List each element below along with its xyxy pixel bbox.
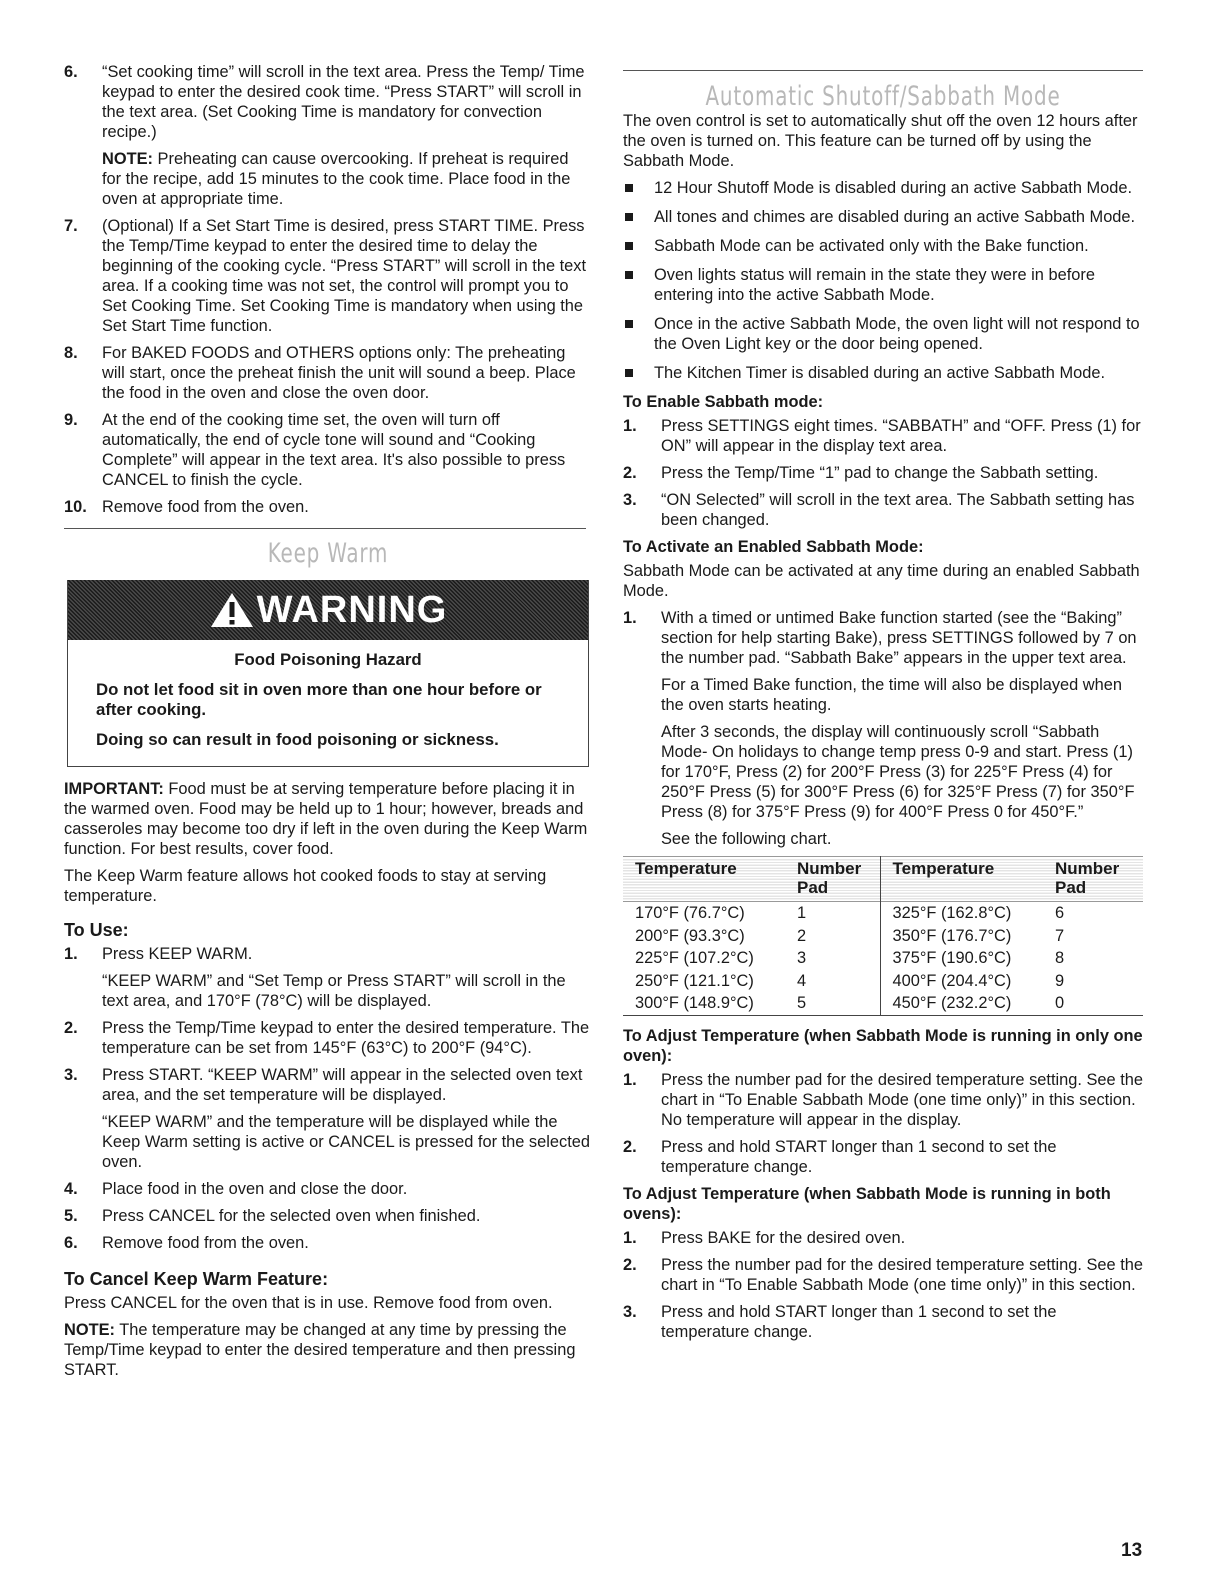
step-number: 2. <box>623 464 637 482</box>
step-text: (Optional) If a Set Start Time is desired, press START TIME. Press the Temp/Time keypad to enter the desired time to delay the beginning of the cooking cycle. “Press START” will scroll in the text area. If a cooking time was not set, the control will prompt you to Set Cooking Time. Set Cooking Time is mandatory when using the Set Start Time function. <box>102 217 587 335</box>
warning-triangle-icon <box>209 591 255 629</box>
note-label: NOTE: <box>102 150 153 168</box>
step-number: 3. <box>623 491 637 509</box>
list-item <box>64 497 592 517</box>
step-note <box>102 149 592 209</box>
step-text: With a timed or untimed Bake function started (see the “Baking” section for help starting Bake), press SETTINGS followed by 7 on the number pad. “Sabbath Bake” appears in the upper text area. <box>661 609 1137 667</box>
list-item <box>623 1070 1143 1130</box>
table-cell: 1 <box>785 902 880 925</box>
bullet-text: Once in the active Sabbath Mode, the oven light will not respond to the Oven Light key or the door being opened. <box>654 315 1140 353</box>
step-text: After 3 seconds, the display will continuously scroll “Sabbath Mode- On holidays to change temp press 0-9 and start. Press (1) for 170°F, Press (2) for 200°F Press (3) for 225°F Press (4) for 250°F Press (5) for 300°F Press (6) for 325°F Press (7) for 350°F Press (8) for 375°F Press (9) for 400°F Press 0 for 450°F.” <box>661 723 1135 821</box>
step-text: Press the Temp/Time “1” pad to change the Sabbath setting. <box>661 464 1099 482</box>
warning-header <box>68 580 588 640</box>
important-paragraph <box>64 779 592 859</box>
list-item <box>623 236 1143 256</box>
note-paragraph <box>64 1320 592 1380</box>
table-cell: 3 <box>785 947 880 970</box>
step-number: 1. <box>623 1228 637 1247</box>
step-text: Remove food from the oven. <box>102 1234 309 1252</box>
step-text: Press CANCEL for the selected oven when finished. <box>102 1207 481 1225</box>
bullet-square-icon <box>625 320 633 328</box>
table-header-row <box>623 857 1143 902</box>
list-item <box>623 207 1143 227</box>
step-number: 8. <box>64 344 78 362</box>
step-number: 2. <box>64 1019 78 1037</box>
step-number: 4. <box>64 1180 78 1198</box>
section-divider <box>623 70 1143 71</box>
bullet-square-icon <box>625 271 633 279</box>
feature-paragraph: The Keep Warm feature allows hot cooked foods to stay at serving temperature. <box>64 867 547 905</box>
list-item <box>623 1228 1143 1248</box>
list-item <box>64 410 592 490</box>
list-item <box>623 463 1143 483</box>
bullet-text: The Kitchen Timer is disabled during an active Sabbath Mode. <box>654 364 1105 382</box>
list-item <box>623 265 1143 305</box>
table-cell: 2 <box>785 925 880 948</box>
activate-intro: Sabbath Mode can be activated at any time during an enabled Sabbath Mode. <box>623 562 1140 600</box>
table-cell: 325°F (162.8°C) <box>892 904 1012 922</box>
section-divider <box>64 528 586 529</box>
use-steps <box>64 944 592 1253</box>
table-cell: 450°F (232.2°C) <box>880 992 1043 1015</box>
note-text: Preheating can cause overcooking. If preheat is required for the recipe, add 15 minutes to the cook time. Place food in the oven at appropriate time. <box>102 150 571 208</box>
step-number: 2. <box>623 1255 637 1274</box>
step-text: “ON Selected” will scroll in the text area. The Sabbath setting has been changed. <box>661 491 1135 529</box>
bullet-square-icon <box>625 213 633 221</box>
step-text: Press START. “KEEP WARM” will appear in the selected oven text area, and the set temperature will be displayed. <box>102 1066 583 1104</box>
step-number: 9. <box>64 411 78 429</box>
list-item <box>623 416 1143 456</box>
list-item <box>623 490 1143 530</box>
sabbath-bullets <box>623 178 1143 383</box>
table-row <box>623 970 1143 993</box>
cancel-heading: To Cancel Keep Warm Feature: <box>64 1269 329 1289</box>
important-label: IMPORTANT: <box>64 780 164 798</box>
column-header: Temperature <box>635 859 737 878</box>
step-text: “KEEP WARM” and the temperature will be displayed while the Keep Warm setting is active or CANCEL is pressed for the selected oven. <box>102 1113 590 1171</box>
table-cell: 5 <box>785 992 880 1015</box>
warning-line: Do not let food sit in oven more than one hour before or after cooking. <box>96 680 542 719</box>
bullet-text: Oven lights status will remain in the state they were in before entering into the active Sabbath Mode. <box>654 266 1095 304</box>
step-text: For BAKED FOODS and OTHERS options only: The preheating will start, once the preheat finish the unit will sound a beep. Place the food in the oven and close the oven door. <box>102 344 576 402</box>
step-number: 10. <box>64 498 87 516</box>
adjust-both-steps <box>623 1228 1143 1342</box>
step-text: Press and hold START longer than 1 second to set the temperature change. <box>661 1137 1057 1176</box>
bullet-text: Sabbath Mode can be activated only with the Bake function. <box>654 237 1089 255</box>
list-item <box>623 363 1143 383</box>
warning-box <box>67 580 589 767</box>
step-number: 5. <box>64 1207 78 1225</box>
table-row <box>623 992 1143 1015</box>
step-text: For a Timed Bake function, the time will also be displayed when the oven starts heating. <box>661 676 1122 714</box>
list-item <box>64 1018 592 1058</box>
step-text: See the following chart. <box>661 830 832 848</box>
table-cell: 300°F (148.9°C) <box>623 992 785 1015</box>
adjust-one-heading: To Adjust Temperature (when Sabbath Mode is running in only one oven): <box>623 1026 1143 1065</box>
sabbath-temperature-table <box>623 856 1143 1016</box>
step-number: 3. <box>623 1302 637 1321</box>
step-text: Place food in the oven and close the door. <box>102 1180 408 1198</box>
step-text: Press KEEP WARM. <box>102 945 253 963</box>
note-text: The temperature may be changed at any time by pressing the Temp/Time keypad to enter the desired temperature and then pressing START. <box>64 1321 576 1379</box>
table-cell: 225°F (107.2°C) <box>635 949 754 967</box>
step-text: Press the Temp/Time keypad to enter the desired temperature. The temperature can be set from 145°F (63°C) to 200°F (94°C). <box>102 1019 590 1057</box>
list-item <box>64 1233 592 1253</box>
step-number: 1. <box>64 945 78 963</box>
list-item <box>623 1255 1143 1295</box>
step-text: Press BAKE for the desired oven. <box>661 1228 906 1247</box>
adjust-one-steps <box>623 1070 1143 1177</box>
column-header: Number Pad <box>785 857 880 902</box>
step-number: 7. <box>64 217 78 235</box>
step-number: 6. <box>64 63 78 81</box>
bullet-text: 12 Hour Shutoff Mode is disabled during an active Sabbath Mode. <box>654 179 1133 197</box>
step-number: 1. <box>623 609 637 627</box>
table-row <box>623 947 1143 970</box>
list-item <box>64 216 592 336</box>
column-header: Temperature <box>892 859 995 878</box>
important-text: Food must be at serving temperature before placing it in the warmed oven. Food may be held up to 1 hour; however, breads and casseroles may become too dry if left in the oven during the Keep Warm function. For best results, cover food. <box>64 780 588 858</box>
step-number: 2. <box>623 1137 637 1156</box>
table-cell: 7 <box>1055 926 1065 945</box>
table-cell: 375°F (190.6°C) <box>892 949 1012 967</box>
list-item <box>64 343 592 403</box>
list-item <box>623 1302 1143 1342</box>
table-row <box>623 925 1143 948</box>
list-item <box>64 62 592 209</box>
cooking-steps-continued <box>64 62 592 517</box>
table-row <box>623 902 1143 925</box>
table-cell: 6 <box>1055 904 1065 922</box>
right-column <box>623 62 1143 1349</box>
step-number: 3. <box>64 1066 78 1084</box>
step-text: Press the number pad for the desired temperature setting. See the chart in “To Enable Sabbath Mode (one time only)” in this section. No temperature will appear in the display. <box>661 1070 1143 1129</box>
list-item <box>623 608 1143 849</box>
sabbath-title: Automatic Shutoff/Sabbath Mode <box>705 81 1061 112</box>
adjust-both-heading: To Adjust Temperature (when Sabbath Mode is running in both ovens): <box>623 1184 1111 1223</box>
list-item <box>623 314 1143 354</box>
left-column <box>64 62 592 1387</box>
step-number: 1. <box>623 1070 637 1089</box>
column-header: Number Pad <box>1055 859 1120 897</box>
list-item <box>64 1065 592 1172</box>
intro-paragraph: The oven control is set to automatically shut off the oven 12 hours after the oven is turned on. This feature can be turned off by using the Sabbath Mode. <box>623 112 1138 170</box>
enable-heading: To Enable Sabbath mode: <box>623 393 824 411</box>
warning-line: Doing so can result in food poisoning or sickness. <box>96 730 499 749</box>
warning-label: WARNING <box>256 589 448 631</box>
bullet-square-icon <box>625 242 633 250</box>
step-text: Remove food from the oven. <box>102 498 309 516</box>
table-cell: 350°F (176.7°C) <box>892 926 1012 945</box>
to-use-heading: To Use: <box>64 920 129 940</box>
hazard-title: Food Poisoning Hazard <box>234 650 422 669</box>
bullet-text: All tones and chimes are disabled during an active Sabbath Mode. <box>654 208 1136 226</box>
table-cell: 4 <box>785 970 880 993</box>
warning-body <box>68 640 588 766</box>
step-text: Press SETTINGS eight times. “SABBATH” and “OFF. Press (1) for ON” will appear in the display text area. <box>661 417 1141 455</box>
table-cell: 8 <box>1055 949 1065 967</box>
step-text: “Set cooking time” will scroll in the text area. Press the Temp/ Time keypad to enter the desired cook time. “Press START” will scroll in the text area. (Set Cooking Time is mandatory for convection recipe.) <box>102 63 585 141</box>
step-text: Press the number pad for the desired temperature setting. See the chart in “To Enable Sabbath Mode (one time only)” in this section. <box>661 1255 1143 1294</box>
table-cell: 400°F (204.4°C) <box>892 971 1012 990</box>
list-item <box>623 178 1143 198</box>
activate-steps <box>623 608 1143 849</box>
step-number: 1. <box>623 417 637 435</box>
table-cell: 9 <box>1055 971 1065 990</box>
list-item <box>64 1206 592 1226</box>
page-number: 13 <box>1121 1540 1143 1561</box>
step-number: 6. <box>64 1234 78 1252</box>
keep-warm-title: Keep Warm <box>267 538 389 569</box>
note-label: NOTE: <box>64 1321 115 1339</box>
bullet-square-icon <box>625 184 633 192</box>
cancel-text: Press CANCEL for the oven that is in use. Remove food from oven. <box>64 1294 553 1312</box>
bullet-square-icon <box>625 369 633 377</box>
list-item <box>623 1137 1143 1177</box>
step-text: Press and hold START longer than 1 second to set the temperature change. <box>661 1302 1057 1341</box>
table-cell: 250°F (121.1°C) <box>635 971 754 990</box>
table-cell: 170°F (76.7°C) <box>635 904 745 922</box>
activate-heading: To Activate an Enabled Sabbath Mode: <box>623 538 924 556</box>
step-text: “KEEP WARM” and “Set Temp or Press START” will scroll in the text area, and 170°F (78°C) will be displayed. <box>102 972 566 1010</box>
table-cell: 0 <box>1043 992 1143 1015</box>
list-item <box>64 1179 592 1199</box>
list-item <box>64 944 592 1011</box>
step-text: At the end of the cooking time set, the oven will turn off automatically, the end of cycle tone will sound and “Cooking Complete” will appear in the text area. It's also possible to press CANCEL to finish the cycle. <box>102 411 566 489</box>
table-cell: 200°F (93.3°C) <box>635 926 745 945</box>
enable-steps <box>623 416 1143 530</box>
